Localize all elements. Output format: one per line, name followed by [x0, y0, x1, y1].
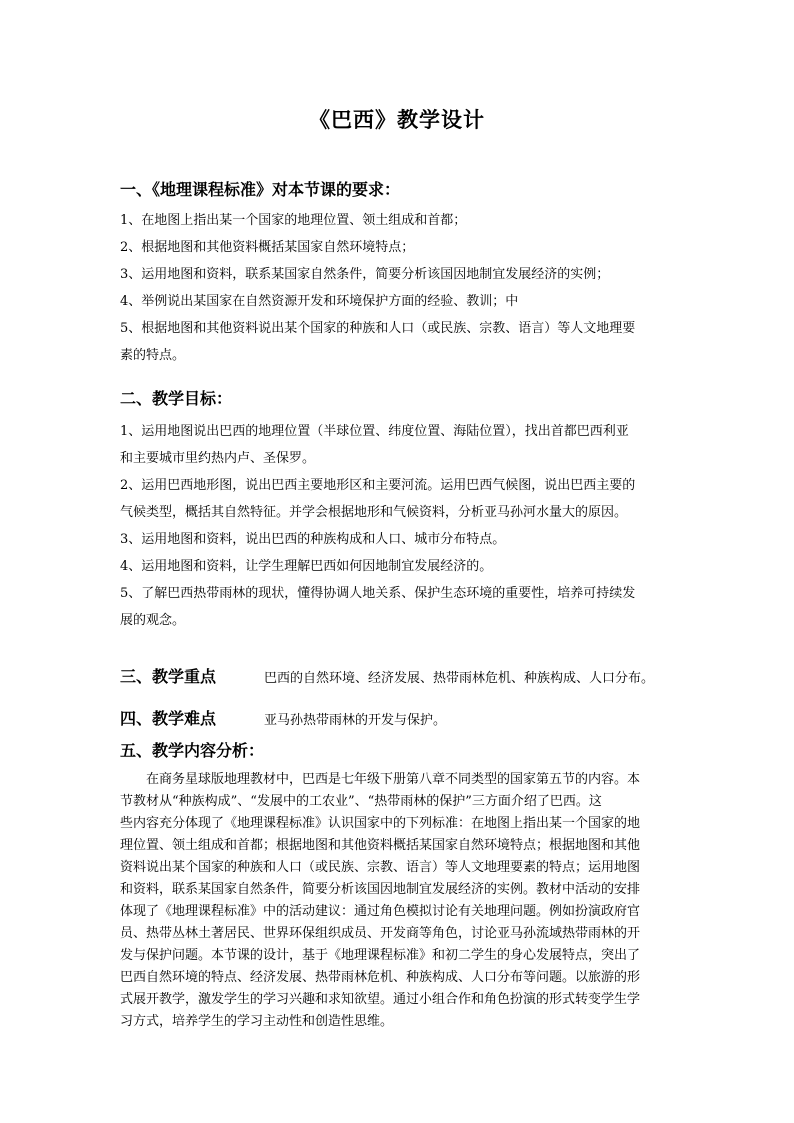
section2-body [120, 418, 680, 634]
section5-line: 巴西自然环境的特点、经济发展、热带雨林危机、种族构成、人口分布等问题。以旅游的形 [120, 970, 641, 985]
section2-line: 3、运用地图和资料，说出巴西的种族构成和人口、城市分布特点。 [120, 532, 506, 547]
section4-title: 四、教学难点 [120, 709, 217, 728]
document-title: 《巴西》教学设计 [309, 107, 485, 132]
section4-heading [120, 706, 447, 729]
section5-line: 式展开教学，激发学生的学习兴趣和求知欲望。通过小组合作和角色扮演的形式转变学生学 [120, 992, 641, 1007]
section1-line: 5、根据地图和其他资料说出某个国家的种族和人口（或民族、宗教、语言）等人文地理要 [120, 321, 636, 336]
section1-line: 素的特点。 [120, 348, 186, 363]
section5-body [120, 769, 680, 1033]
section5-line: 在商务星球版地理教材中，巴西是七年级下册第八章不同类型的国家第五节的内容。本 [120, 772, 641, 787]
section3-title: 三、教学重点 [120, 667, 217, 686]
section5-line: 节教材从“种族构成”、“发展中的工农业”、“热带雨林的保护”三方面介绍了巴西。这 [120, 794, 602, 809]
section5-line: 些内容充分体现了《地理课程标准》认识国家中的下列标准：在地图上指出某一个国家的地 [120, 816, 641, 831]
section2-line: 1、运用地图说出巴西的地理位置（半球位置、纬度位置、海陆位置），找出首都巴西利亚 [120, 424, 629, 439]
section3-text: 巴西的自然环境、经济发展、热带雨林危机、种族构成、人口分布。 [264, 671, 655, 686]
section5-line: 发与保护问题。本节课的设计，基于《地理课程标准》和初二学生的身心发展特点，突出了 [120, 948, 641, 963]
section1-body [120, 207, 680, 369]
section1-line: 1、在地图上指出某一个国家的地理位置、领土组成和首都； [120, 213, 467, 228]
section4-text: 亚马孙热带雨林的开发与保护。 [264, 713, 447, 728]
section2-line: 2、运用巴西地形图，说出巴西主要地形区和主要河流。运用巴西气候图，说出巴西主要的 [120, 478, 636, 493]
section5-line: 和资料，联系某国家自然条件，简要分析该国因地制宜发展经济的实例。教材中活动的安排 [120, 882, 641, 897]
section5-heading: 五、教学内容分析： [120, 741, 265, 760]
section5-line: 员、热带丛林土著居民、世界环保组织成员、开发商等角色，讨论亚马孙流域热带雨林的开 [120, 926, 641, 941]
section5-line: 理位置、领土组成和首都；根据地图和其他资料概括某国家自然环境特点；根据地图和其他 [120, 838, 641, 853]
section2-line: 展的观念。 [120, 613, 186, 628]
section1-line: 2、根据地图和其他资料概括某国家自然环境特点； [120, 240, 415, 255]
section1-line: 3、运用地图和资料，联系某国家自然条件，简要分析该国因地制宜发展经济的实例； [120, 267, 610, 282]
section5-line: 习方式，培养学生的学习主动性和创造性思维。 [120, 1014, 394, 1029]
section2-line: 4、运用地图和资料，让学生理解巴西如何因地制宜发展经济的。 [120, 559, 493, 574]
section5-line: 体现了《地理课程标准》中的活动建议：通过角色模拟讨论有关地理问题。例如扮演政府官 [120, 904, 641, 919]
section2-line: 气候类型，概括其自然特征。并学会根据地形和气候资料，分析亚马孙河水量大的原因。 [120, 505, 628, 520]
section2-heading: 二、教学目标： [120, 389, 233, 408]
section1-heading: 一、《地理课程标准》对本节课的要求： [120, 180, 401, 199]
section3-heading [120, 664, 655, 687]
section1-line: 4、举例说出某国家在自然资源开发和环境保护方面的经验、教训；中 [120, 294, 519, 309]
section2-line: 5、了解巴西热带雨林的现状，懂得协调人地关系、保护生态环境的重要性，培养可持续发 [120, 586, 636, 601]
section5-line: 资料说出某个国家的种族和人口（或民族、宗教、语言）等人文地理要素的特点；运用地图 [120, 860, 641, 875]
section2-line: 和主要城市里约热内卢、圣保罗。 [120, 451, 316, 466]
